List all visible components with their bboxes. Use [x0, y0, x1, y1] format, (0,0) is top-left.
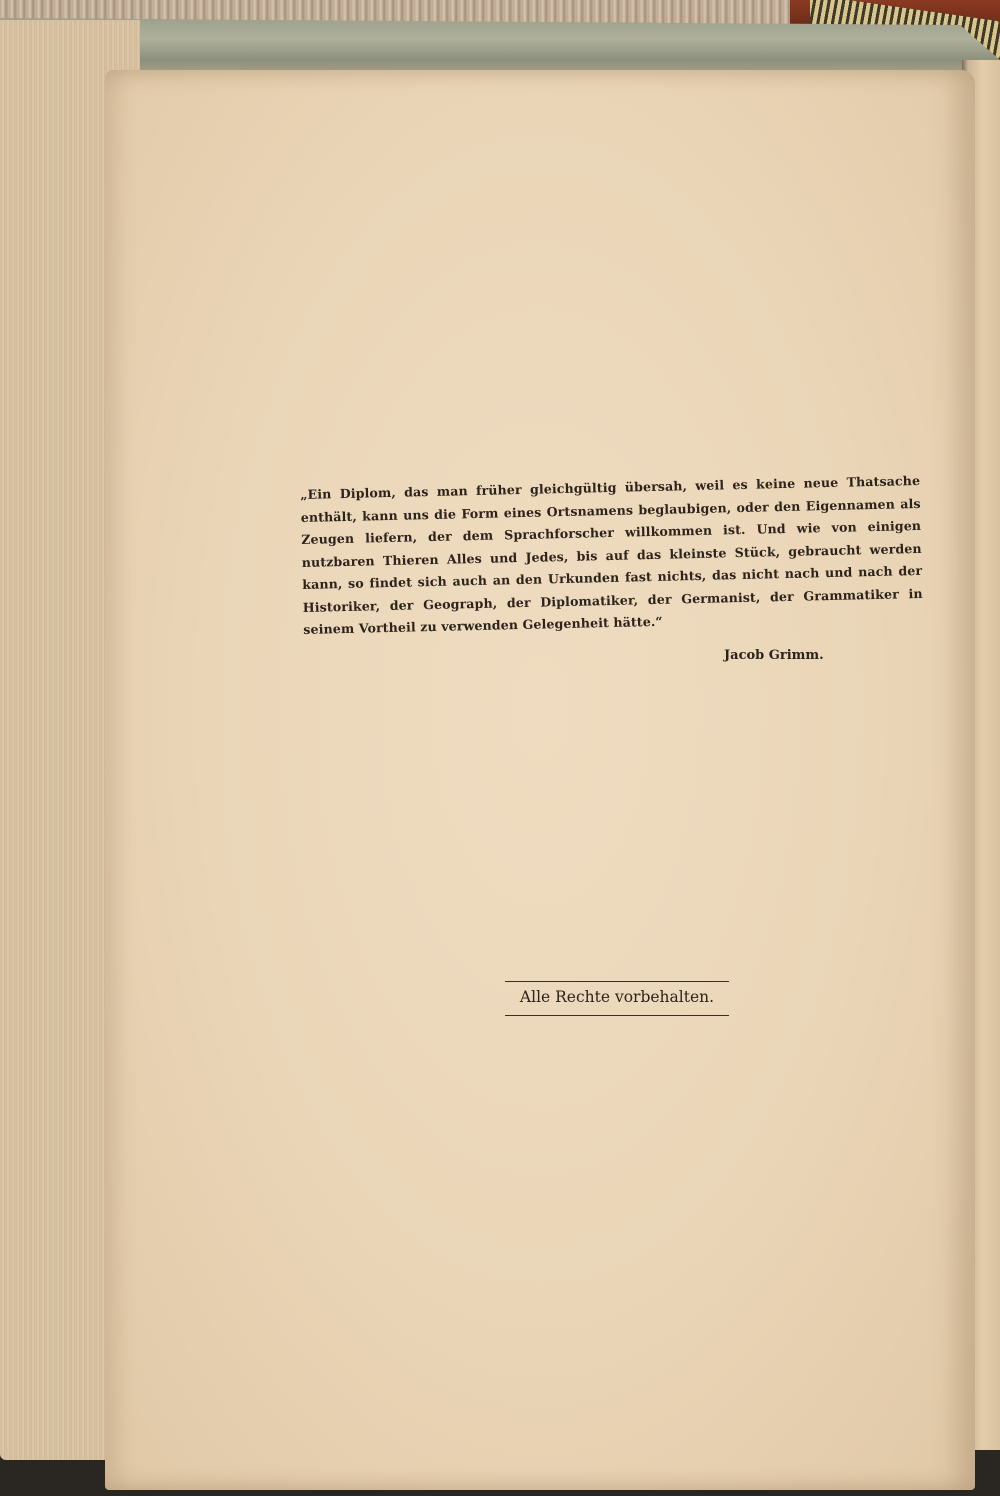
rights-notice-text: Alle Rechte vorbehalten. — [519, 988, 715, 1006]
book-page — [105, 70, 975, 1490]
rights-notice — [505, 981, 729, 1016]
epigraph-quote: „Ein Diplom, das man früher gleichgültig übersah, weil es keine neue Thatsache enthält, kann uns die Form eines Ortsnamens beglaubigen, oder den Eigennamen als Zeugen liefern, der dem Sprachforscher willkommen ist. Und wie von einigen nutzbaren Thieren Alles und Jedes, bis auf das kleinste Stück, gebraucht werden kann, so findet sich auch an den Urkunden fast nichts, das nicht nach und nach der Historiker, der Geograph, der Diplomatiker, der Germanist, der Grammatiker in seinem Vortheil zu verwenden Gelegenheit hätte.“ — [300, 472, 923, 637]
epigraph-author: Jacob Grimm. — [724, 648, 824, 663]
